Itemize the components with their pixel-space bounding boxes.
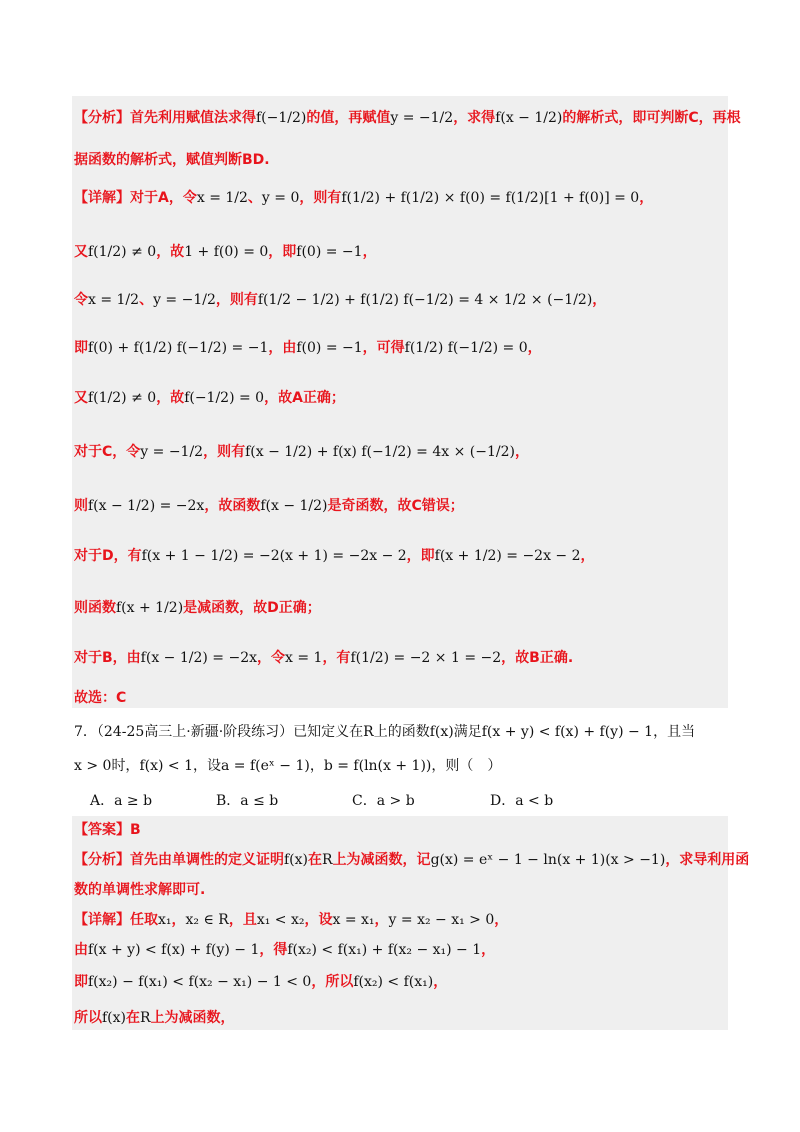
answer-detail-line-1: 【详解】任取x₁，x₂ ∈ R，且x₁ < x₂，设x = x₁，y = x₂ − x₁ > 0，	[74, 912, 509, 928]
answer-line: 【答案】B	[74, 822, 141, 838]
option-b: B．a ≤ b	[216, 793, 279, 809]
answer-analysis-line-1: 【分析】首先由单调性的定义证明f(x)在R上为减函数，记g(x) = eˣ − 1 − ln(x + 1)(x > −1)，求导利用函	[74, 852, 750, 868]
detail-line-8: 对于D，有f(x + 1 − 1/2) = −2(x + 1) = −2x − 2，即f(x + 1/2) = −2x − 2，	[74, 548, 595, 564]
answer-detail-line-3: 即f(x₂) − f(x₁) < f(x₂ − x₁) − 1 < 0，所以f(x₂) < f(x₁)，	[74, 974, 448, 990]
choice-line: 故选：C	[74, 690, 127, 706]
detail-line-7: 则f(x − 1/2) = −2x，故函数f(x − 1/2)是奇函数，故C错误；	[74, 498, 464, 514]
option-a: A．a ≥ b	[90, 793, 153, 809]
detail-line-10: 对于B，由f(x − 1/2) = −2x，令x = 1，有f(1/2) = −2 × 1 = −2，故B正确.	[74, 650, 574, 666]
detail-line-1: 【详解】对于A，令x = 1/2、y = 0，则有f(1/2) + f(1/2) × f(0) = f(1/2)[1 + f(0)] = 0，	[74, 190, 654, 206]
answer-analysis-line-2: 数的单调性求解即可.	[74, 882, 206, 898]
answer-detail-line-4: 所以f(x)在R上为减函数，	[74, 1010, 235, 1026]
detail-line-3: 令x = 1/2、y = −1/2，则有f(1/2 − 1/2) + f(1/2) f(−1/2) = 4 × 1/2 × (−1/2)，	[74, 292, 607, 308]
answer-options	[90, 790, 690, 810]
detail-line-5: 又f(1/2) ≠ 0，故f(−1/2) = 0，故A正确；	[74, 390, 345, 406]
answer-detail-line-2: 由f(x + y) < f(x) + f(y) − 1，得f(x₂) < f(x₁) + f(x₂ − x₁) − 1，	[74, 942, 496, 958]
detail-line-6: 对于C，令y = −1/2，则有f(x − 1/2) + f(x) f(−1/2) = 4x × (−1/2)，	[74, 444, 529, 460]
question-line-2: x > 0时，f(x) < 1，设a = f(eˣ − 1)，b = f(ln(x + 1))，则（ ）	[74, 758, 502, 774]
analysis-line-1: 【分析】首先利用赋值法求得f(−1/2)的值，再赋值y = −1/2，求得f(x − 1/2)的解析式，即可判断C，再根	[74, 110, 741, 126]
detail-line-2: 又f(1/2) ≠ 0，故1 + f(0) = 0，即f(0) = −1，	[74, 244, 377, 260]
analysis-line-2: 据函数的解析式，赋值判断BD.	[74, 152, 270, 168]
option-c: C．a > b	[352, 793, 415, 809]
detail-line-9: 则函数f(x + 1/2)是减函数，故D正确；	[74, 600, 321, 616]
option-d: D．a < b	[490, 793, 554, 809]
question-line-1: 7．（24-25高三上·新疆·阶段练习）已知定义在R上的函数f(x)满足f(x + y) < f(x) + f(y) − 1，且当	[74, 724, 696, 740]
detail-line-4: 即f(0) + f(1/2) f(−1/2) = −1，由f(0) = −1，可得f(1/2) f(−1/2) = 0，	[74, 340, 542, 356]
